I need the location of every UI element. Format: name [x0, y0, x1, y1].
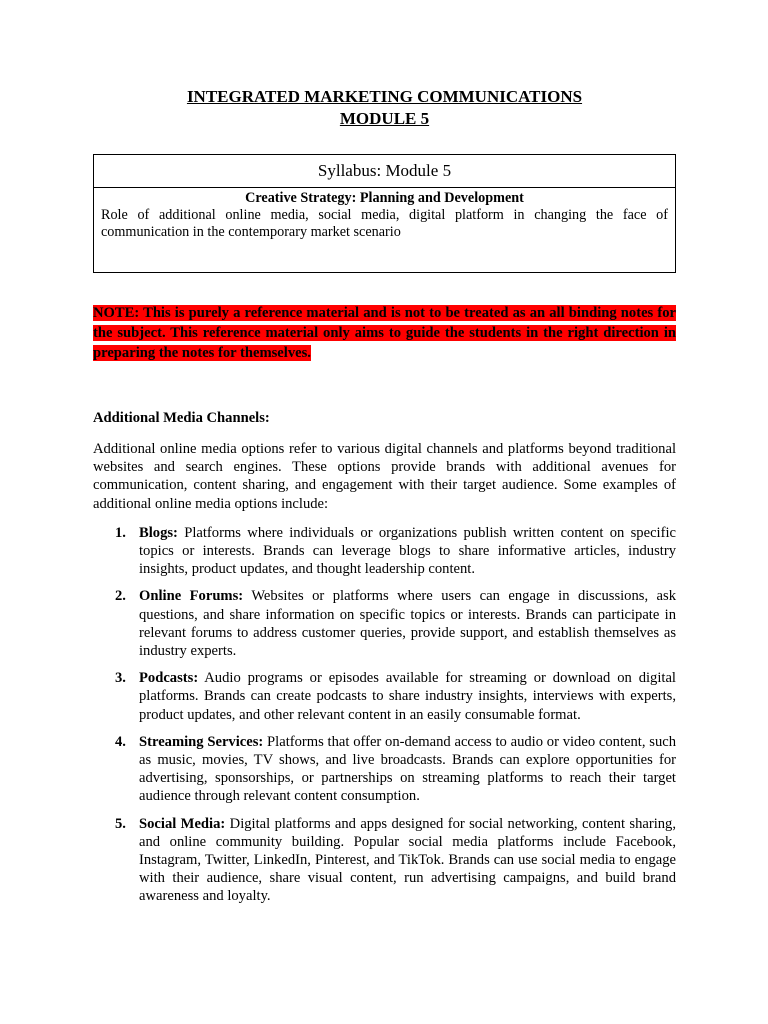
- media-options-list: [93, 524, 676, 906]
- reference-note: [93, 303, 676, 363]
- syllabus-body: [94, 188, 675, 241]
- list-item: [93, 669, 676, 724]
- list-item-text: Digital platforms and apps designed for social networking, content sharing, and online community building. Popular social media platforms include Facebook, Instagram, Twitter, LinkedIn, Pinterest, and TikTok. Brands can use social media to engage with their audience, share visual content, run advertising campaigns, and build brand awareness and loyalty.: [139, 815, 676, 905]
- document-title: [93, 86, 676, 130]
- list-item: [93, 733, 676, 806]
- list-item-term: Podcasts:: [139, 670, 199, 687]
- list-item-term: Blogs:: [139, 524, 178, 541]
- title-line-1: INTEGRATED MARKETING COMMUNICATIONS: [186, 87, 583, 106]
- list-item-term: Social Media:: [139, 815, 226, 832]
- title-line-2: MODULE 5: [339, 109, 430, 128]
- syllabus-text: Role of additional online media, social media, digital platform in changing the face of communication in the contemporary market scenario: [101, 207, 668, 240]
- document-page: [93, 86, 676, 915]
- list-item-number: 3.: [115, 670, 126, 687]
- list-item-number: 4.: [115, 733, 126, 750]
- list-item-text: Platforms where individuals or organizations publish written content on specific topics or interests. Brands can leverage blogs to share informative articles, industry insights, product updates, and thought leadership content.: [139, 524, 676, 578]
- list-item-term: Online Forums:: [139, 588, 244, 605]
- list-item-text: Websites or platforms where users can engage in discussions, ask questions, and share information on specific topics or interests. Brands can participate in relevant forums to address customer queries, provide support, and establish themselves as industry experts.: [139, 588, 677, 660]
- section-intro: Additional online media options refer to various digital channels and platforms beyond traditional websites and search engines. These options provide brands with additional avenues for communication, content sharing, and engagement with their target audience. Some examples of additional online media options include:: [93, 441, 676, 512]
- syllabus-subheading: Creative Strategy: Planning and Development: [245, 190, 524, 206]
- list-item-number: 1.: [115, 524, 126, 541]
- list-item-number: 5.: [115, 815, 126, 832]
- syllabus-box: [93, 154, 676, 273]
- reference-note-text: NOTE: This is purely a reference material and is not to be treated as an all binding notes for the subject. This reference material only aims to guide the students in the right direction in preparing the notes for themselves.: [93, 305, 676, 361]
- section-heading: Additional Media Channels:: [93, 410, 270, 426]
- list-item-text: Audio programs or episodes available for streaming or download on digital platforms. Brands can create podcasts to share industry insights, interviews with experts, product updates, and other relevant content in an easily consumable format.: [139, 670, 676, 723]
- list-item: [93, 524, 676, 579]
- list-item: [93, 815, 676, 906]
- list-item-text: Platforms that offer on-demand access to audio or video content, such as music, movies, TV shows, and live broadcasts. Brands can explore opportunities for advertising, sponsorships, or partnerships on streaming platforms to reach their target audience through relevant content consumption.: [139, 733, 677, 805]
- list-item: [93, 587, 676, 660]
- syllabus-heading: Syllabus: Module 5: [94, 155, 675, 188]
- list-item-number: 2.: [115, 588, 126, 605]
- list-item-term: Streaming Services:: [139, 733, 264, 750]
